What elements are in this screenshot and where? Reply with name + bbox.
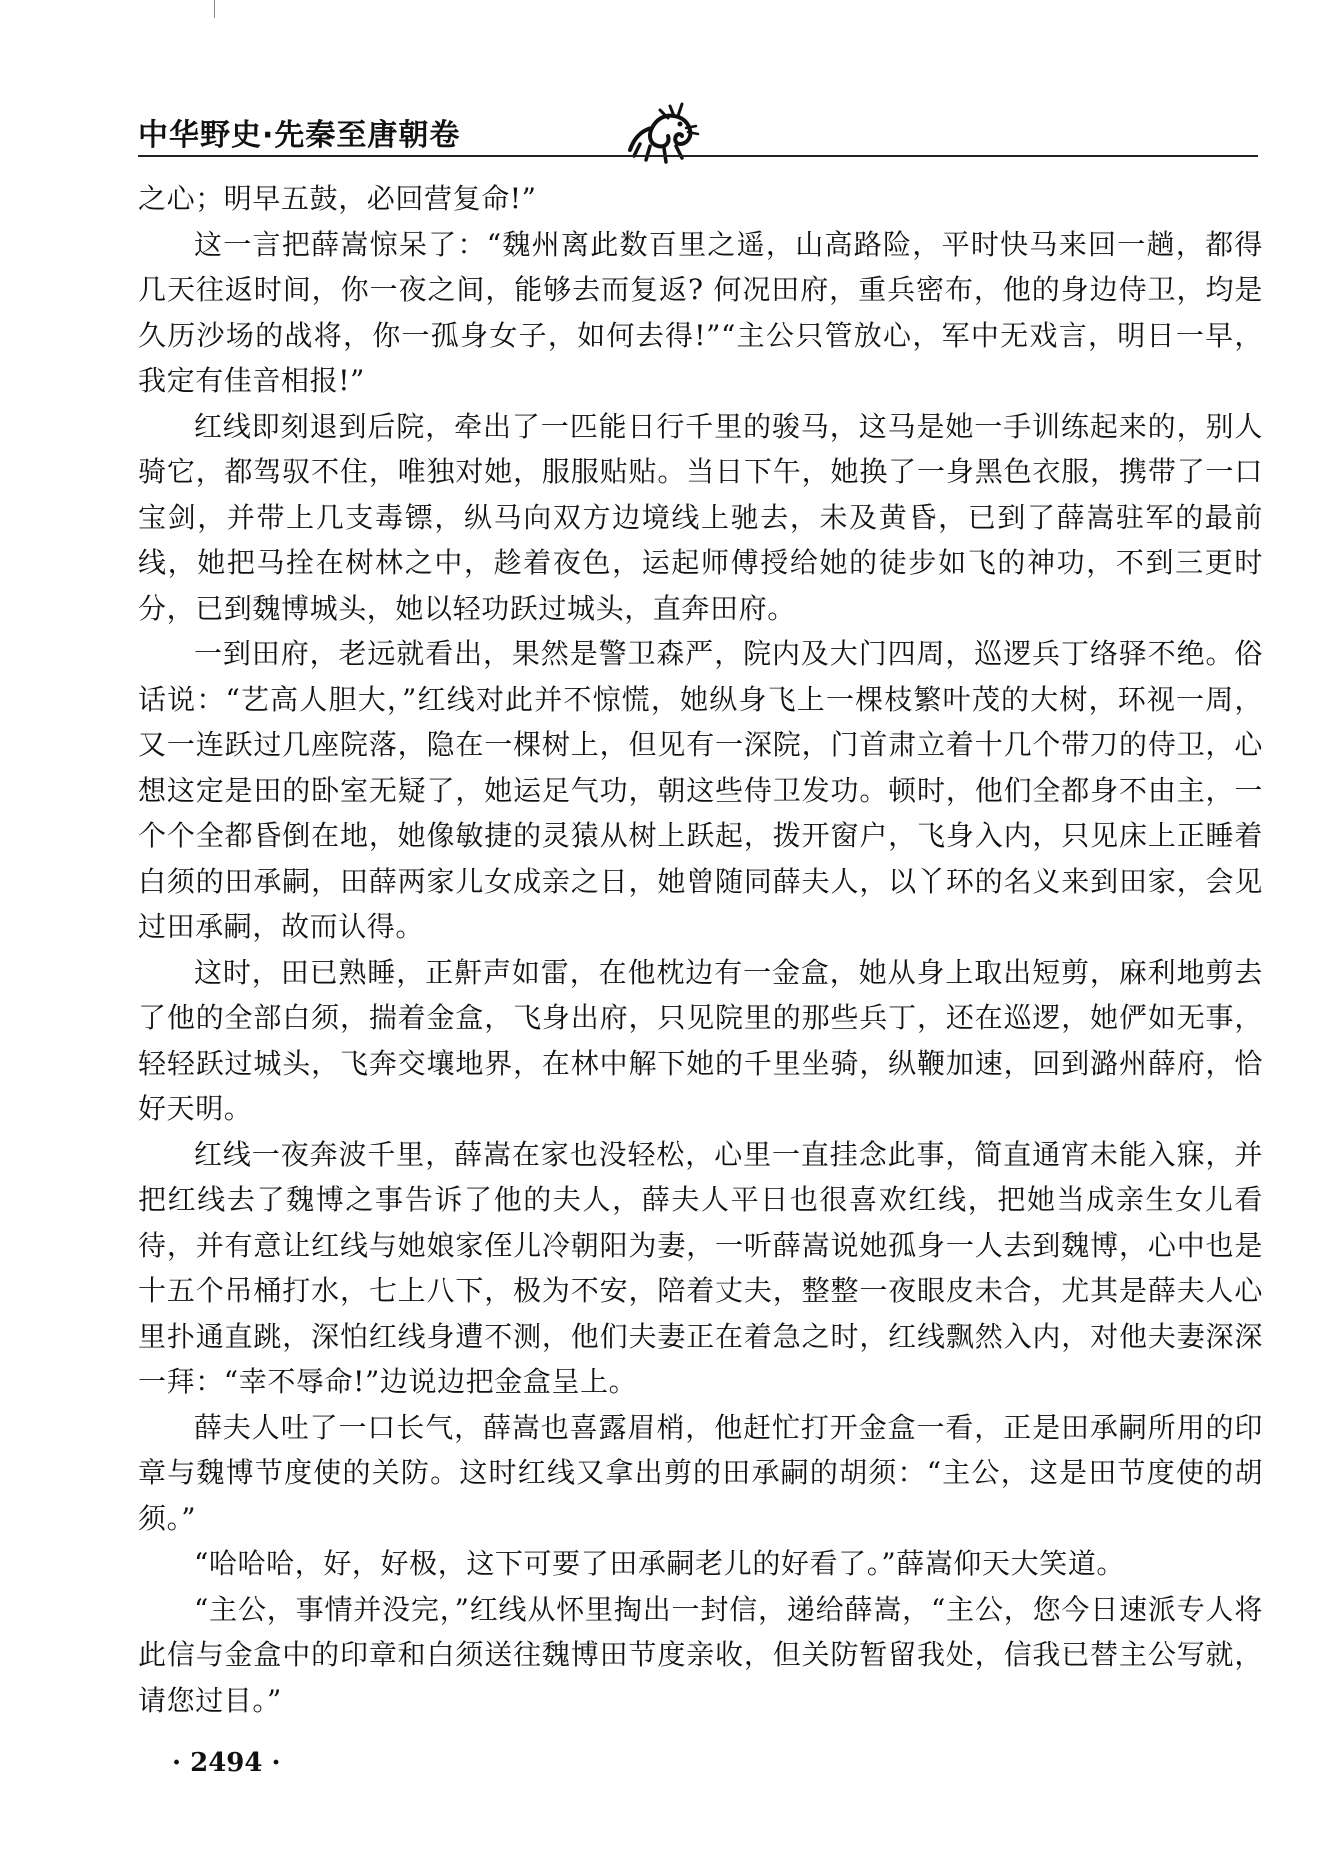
paragraph: 薛夫人吐了一口长气，薛嵩也喜露眉梢，他赶忙打开金盒一看，正是田承嗣所用的印章与魏博节度使的关防。这时红线又拿出剪的田承嗣的胡须：“主公，这是田节度使的胡须。” [138,1410,1263,1535]
page-number: · 2494 · [172,1748,281,1778]
paragraph: 之心；明早五鼓，必回营复命!” [138,182,537,215]
paragraph: 这时，田已熟睡，正鼾声如雷，在他枕边有一金盒，她从身上取出短剪，麻利地剪去了他的全部白须，揣着金盒，飞身出府，只见院里的那些兵丁，还在巡逻，她俨如无事，轻轻跃过城头，飞奔交壤地界，在林中解下她的千里坐骑，纵鞭加速，回到潞州薛府，恰好天明。 [138,955,1263,1125]
paragraph: 这一言把薛嵩惊呆了：“魏州离此数百里之遥，山高路险，平时快马来回一趟，都得几天往返时间，你一夜之间，能够去而复返? 何况田府，重兵密布，他的身边侍卫，均是久历沙场的战将，你一孤身女子，如何去得!”“主公只管放心，军中无戏言，明日一早，我定有佳音相报!” [138,227,1263,397]
header-rule [138,155,1258,157]
book-title: 中华野史·先秦至唐朝卷 [138,118,461,153]
paragraph: “主公，事情并没完，”红线从怀里掏出一封信，递给薛嵩，“主公，您今日速派专人将此信与金盒中的印章和白须送往魏博田节度亲收，但关防暂留我处，信我已替主公写就，请您过目。” [138,1592,1263,1717]
running-header [138,100,1258,170]
scan-mark [214,0,215,18]
paragraph: 一到田府，老远就看出，果然是警卫森严，院内及大门四周，巡逻兵丁络驿不绝。俗话说：“艺高人胆大，”红线对此并不惊慌，她纵身飞上一棵枝繁叶茂的大树，环视一周，又一连跃过几座院落，隐在一棵树上，但见有一深院，门首肃立着十几个带刀的侍卫，心想这定是田的卧室无疑了，她运足气功，朝这些侍卫发功。顿时，他们全都身不由主，一个个全都昏倒在地，她像敏捷的灵猿从树上跃起，拨开窗户，飞身入内，只见床上正睡着白须的田承嗣，田薛两家儿女成亲之日，她曾随同薛夫人，以丫环的名义来到田家，会见过田承嗣，故而认得。 [138,637,1263,943]
paragraph: “哈哈哈，好，好极，这下可要了田承嗣老儿的好看了。”薛嵩仰天大笑道。 [194,1547,1126,1580]
paragraph: 红线一夜奔波千里，薛嵩在家也没轻松，心里一直挂念此事，简直通宵未能入寐，并把红线去了魏博之事告诉了他的夫人，薛夫人平日也很喜欢红线，把她当成亲生女儿看待，并有意让红线与她娘家侄儿冷朝阳为妻，一听薛嵩说她孤身一人去到魏博，心中也是十五个吊桶打水，七上八下，极为不安，陪着丈夫，整整一夜眼皮未合，尤其是薛夫人心里扑通直跳，深怕红线身遭不测，他们夫妻正在着急之时，红线飘然入内，对他夫妻深深一拜：“幸不辱命!”边说边把金盒呈上。 [138,1137,1263,1398]
paragraph: 红线即刻退到后院，牵出了一匹能日行千里的骏马，这马是她一手训练起来的，别人骑它，都驾驭不住，唯独对她，服服贴贴。当日下午，她换了一身黑色衣服，携带了一口宝剑，并带上几支毒镖，纵马向双方边境线上驰去，未及黄昏，已到了薛嵩驻军的最前线，她把马拴在树林之中，趁着夜色，运起师傅授给她的徒步如飞的神功，不到三更时分，已到魏博城头，她以轻功跃过城头，直奔田府。 [138,409,1263,625]
body-text [138,176,1263,1723]
